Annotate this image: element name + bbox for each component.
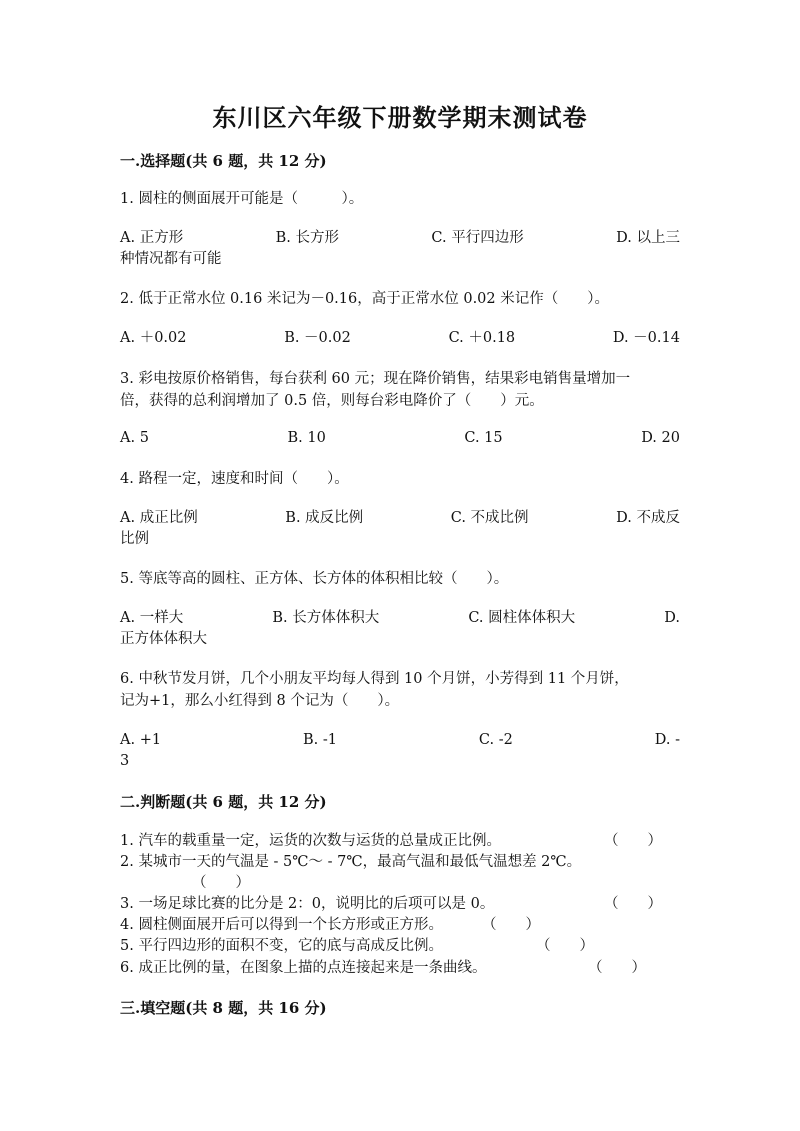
option-d-continued: 种情况都有可能 — [120, 251, 222, 267]
answer-paren: （ ） — [604, 896, 662, 912]
question-2-options — [120, 328, 680, 349]
question-6-options — [120, 730, 680, 772]
option-d: D. 以上三 — [616, 230, 680, 246]
option-d: D. - — [654, 732, 680, 748]
option-a: A. 成正比例 — [120, 510, 198, 526]
answer-paren: （ ） — [536, 938, 594, 954]
question-3-options — [120, 428, 680, 449]
judgment-item-6: 6. 成正比例的量，在图象上描的点连接起来是一条曲线。 — [120, 960, 487, 976]
option-c: C. 不成比例 — [450, 510, 529, 526]
section-heading-choice: 一.选择题(共 6 题，共 12 分) — [120, 152, 327, 170]
question-5-stem: 5. 等底等高的圆柱、正方体、长方体的体积相比较（ ）。 — [120, 571, 509, 587]
judgment-item-5: 5. 平行四边形的面积不变，它的底与高成反比例。 — [120, 938, 443, 954]
question-3-stem — [120, 368, 680, 412]
question-4-options — [120, 508, 680, 550]
option-d: D. 不成反 — [616, 510, 680, 526]
option-b: B. -1 — [303, 732, 337, 748]
option-d-continued: 3 — [120, 753, 130, 769]
question-6-line-2: 记为+1，那么小红得到 8 个记为（ ）。 — [120, 693, 400, 709]
option-a: A. 一样大 — [120, 610, 184, 626]
question-5-options — [120, 608, 680, 650]
section-heading-judgment: 二.判断题(共 6 题，共 12 分) — [120, 793, 327, 811]
option-b: B. 成反比例 — [285, 510, 364, 526]
option-d: D. 20 — [641, 430, 680, 446]
question-1-stem: 1. 圆柱的侧面展开可能是（ ）。 — [120, 191, 364, 207]
question-3-line-1: 3. 彩电按原价格销售，每台获利 60 元；现在降价销售，结果彩电销售量增加一 — [120, 371, 631, 387]
answer-paren: （ ） — [604, 833, 662, 849]
question-1-options — [120, 228, 680, 270]
judgment-item-4: 4. 圆柱侧面展开后可以得到一个长方形或正方形。 — [120, 917, 443, 933]
option-c: C. -2 — [478, 732, 513, 748]
question-2-stem: 2. 低于正常水位 0.16 米记为－0.16，高于正常水位 0.02 米记作（ ）。 — [120, 291, 609, 307]
option-d-continued: 比例 — [120, 531, 149, 547]
answer-paren: （ ） — [482, 917, 540, 933]
option-d: D. — [664, 610, 680, 626]
option-a: A. 5 — [120, 430, 149, 446]
question-4-stem: 4. 路程一定，速度和时间（ ）。 — [120, 471, 349, 487]
option-b: B. 长方形 — [275, 230, 339, 246]
option-d: D. －0.14 — [612, 330, 680, 346]
question-3-line-2: 倍，获得的总利润增加了 0.5 倍，则每台彩电降价了（ ）元。 — [120, 393, 544, 409]
judgment-item-3: 3. 一场足球比赛的比分是 2：0，说明比的后项可以是 0。 — [120, 896, 495, 912]
question-6-line-1: 6. 中秋节发月饼，几个小朋友平均每人得到 10 个月饼，小芳得到 11 个月饼， — [120, 671, 629, 687]
section-heading-fill-blank: 三.填空题(共 8 题，共 16 分) — [120, 999, 327, 1017]
page-title: 东川区六年级下册数学期末测试卷 — [212, 103, 588, 132]
question-6-stem — [120, 668, 680, 712]
option-a: A. +1 — [120, 732, 162, 748]
option-b: B. 长方体体积大 — [272, 610, 380, 626]
option-c: C. ＋0.18 — [448, 330, 516, 346]
option-a: A. 正方形 — [120, 230, 184, 246]
option-a: A. ＋0.02 — [120, 330, 187, 346]
option-c: C. 15 — [464, 430, 503, 446]
option-b: B. 10 — [287, 430, 326, 446]
answer-paren: （ ） — [192, 875, 250, 891]
option-d-continued: 正方体体积大 — [120, 631, 207, 647]
judgment-item-2: 2. 某城市一天的气温是 - 5℃～ - 7℃，最高气温和最低气温想差 2℃。 — [120, 854, 582, 870]
answer-paren: （ ） — [588, 960, 646, 976]
judgment-item-1: 1. 汽车的载重量一定，运货的次数与运货的总量成正比例。 — [120, 833, 501, 849]
option-b: B. －0.02 — [284, 330, 351, 346]
option-c: C. 平行四边形 — [431, 230, 524, 246]
option-c: C. 圆柱体体积大 — [468, 610, 576, 626]
